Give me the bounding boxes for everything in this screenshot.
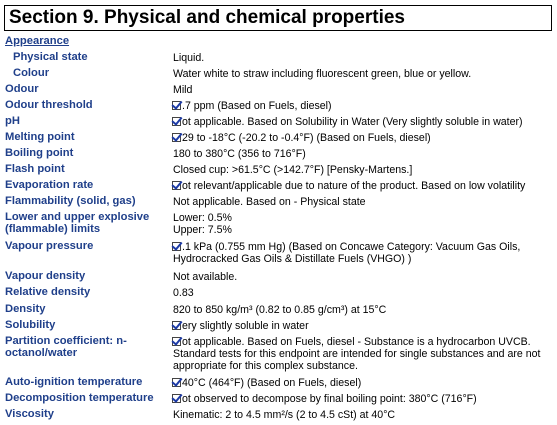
value-melting-point: 29 to -18°C (-20.2 to -0.4°F) (Based on Fuels, diesel) [173,132,431,144]
value-partition-coefficient-line3: appropriate for this complex substance. [173,360,358,372]
section-title: Section 9. Physical and chemical properties [4,5,552,31]
value-relative-density: 0.83 [173,287,194,299]
value-auto-ignition: 40°C (464°F) (Based on Fuels, diesel) [173,377,361,389]
label-boiling-point: Boiling point [5,147,74,159]
value-explosive-upper: Upper: 7.5% [173,224,232,236]
label-colour: Colour [13,67,50,79]
label-partition-coefficient-line2: octanol/water [5,347,78,359]
label-explosive-limits: Lower and upper explosive [5,211,150,223]
value-colour: Water white to straw including fluorescent green, blue or yellow. [173,68,472,80]
label-odour: Odour [5,83,39,95]
label-auto-ignition: Auto-ignition temperature [5,376,143,388]
label-flash-point: Flash point [5,163,65,175]
value-partition-coefficient-line2: Standard tests for this endpoint are intended for single substances and are not [173,348,541,360]
value-boiling-point: 180 to 380°C (356 to 716°F) [173,148,306,160]
label-vapour-pressure: Vapour pressure [5,240,94,252]
label-density: Density [5,303,46,315]
label-decomposition-temperature: Decomposition temperature [5,392,154,404]
value-flash-point: Closed cup: >61.5°C (>142.7°F) [Pensky-Martens.] [173,164,413,176]
label-explosive-limits-line2: (flammable) limits [5,223,101,235]
label-vapour-density: Vapour density [5,270,86,282]
label-physical-state: Physical state [13,51,88,63]
label-appearance: Appearance [5,35,70,47]
label-solubility: Solubility [5,319,56,331]
label-viscosity: Viscosity [5,408,54,420]
value-explosive-lower: Lower: 0.5% [173,212,232,224]
checkbox-icon [172,101,181,110]
checkbox-icon [172,321,181,330]
checkbox-icon [172,133,181,142]
checkbox-icon [172,337,181,346]
label-evaporation-rate: Evaporation rate [5,179,94,191]
value-partition-coefficient: ot applicable. Based on Fuels, diesel - Substance is a hydrocarbon UVCB. [173,336,531,348]
value-decomposition-temperature: ot observed to decompose by final boiling point: 380°C (716°F) [173,393,477,405]
value-vapour-density: Not available. [173,271,238,283]
checkbox-icon [172,394,181,403]
value-vapour-pressure: .1 kPa (0.755 mm Hg) (Based on Concawe Category: Vacuum Gas Oils, [173,241,520,253]
value-odour-threshold: .7 ppm (Based on Fuels, diesel) [173,100,332,112]
checkbox-icon [172,242,181,251]
checkbox-icon [172,117,181,126]
label-relative-density: Relative density [5,286,91,298]
value-vapour-pressure-line2: Hydrocracked Gas Oils & Distillate Fuels (VHGO) ) [173,253,412,265]
value-odour: Mild [173,84,193,96]
value-physical-state: Liquid. [173,52,205,64]
value-solubility: ery slightly soluble in water [173,320,309,332]
value-flammability: Not applicable. Based on - Physical state [173,196,366,208]
checkbox-icon [172,378,181,387]
checkbox-icon [172,181,181,190]
label-flammability: Flammability (solid, gas) [5,195,136,207]
label-partition-coefficient: Partition coefficient: n- [5,335,127,347]
value-density: 820 to 850 kg/m³ (0.82 to 0.85 g/cm³) at 15°C [173,304,387,316]
value-ph: ot applicable. Based on Solubility in Water (Very slightly soluble in water) [173,116,523,128]
value-viscosity: Kinematic: 2 to 4.5 mm²/s (2 to 4.5 cSt) at 40°C [173,409,396,421]
label-melting-point: Melting point [5,131,75,143]
label-ph: pH [5,115,20,127]
value-evaporation-rate: ot relevant/applicable due to nature of the product. Based on low volatility [173,180,525,192]
label-odour-threshold: Odour threshold [5,99,93,111]
